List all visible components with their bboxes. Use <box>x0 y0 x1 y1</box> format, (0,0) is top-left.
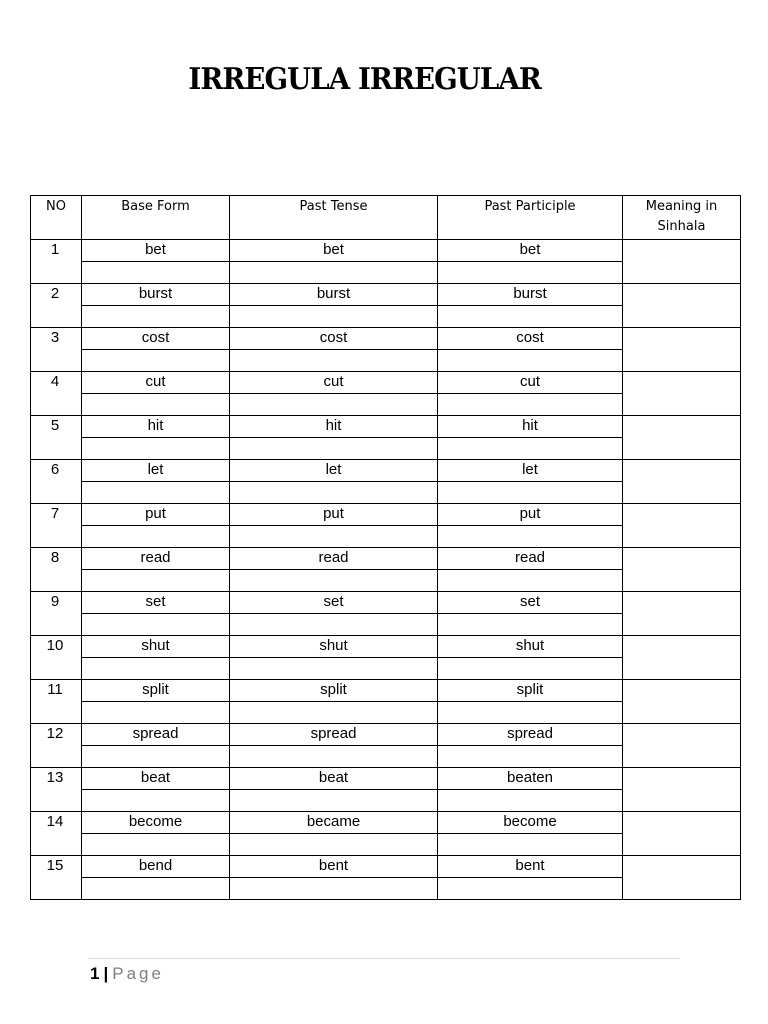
header-past-participle: Past Participle <box>438 196 623 240</box>
cell-base-form: set <box>82 592 230 614</box>
cell-past-tense: let <box>230 460 438 482</box>
cell-past-tense-blank <box>230 350 438 372</box>
cell-past-participle-blank <box>438 878 623 900</box>
header-past-tense: Past Tense <box>230 196 438 240</box>
cell-past-participle-blank <box>438 790 623 812</box>
cell-past-tense-blank <box>230 658 438 680</box>
cell-past-tense: cost <box>230 328 438 350</box>
cell-base-form-blank <box>82 570 230 592</box>
cell-base-form: split <box>82 680 230 702</box>
cell-base-form: cut <box>82 372 230 394</box>
cell-past-participle: bet <box>438 240 623 262</box>
cell-past-tense-blank <box>230 482 438 504</box>
cell-past-tense-blank <box>230 570 438 592</box>
cell-no: 14 <box>31 812 82 856</box>
cell-no: 7 <box>31 504 82 548</box>
cell-base-form: spread <box>82 724 230 746</box>
cell-past-participle: shut <box>438 636 623 658</box>
cell-past-tense: burst <box>230 284 438 306</box>
cell-base-form-blank <box>82 790 230 812</box>
cell-past-participle: burst <box>438 284 623 306</box>
page-title-text: IRREGULA IRREGULAR <box>188 62 542 97</box>
cell-meaning <box>623 240 741 284</box>
cell-base-form: read <box>82 548 230 570</box>
cell-base-form: put <box>82 504 230 526</box>
page-title <box>0 62 740 97</box>
cell-meaning <box>623 768 741 812</box>
cell-past-participle: bent <box>438 856 623 878</box>
table-row <box>31 636 741 658</box>
footer-separator: | <box>103 964 109 983</box>
table-row <box>31 592 741 614</box>
header-meaning-line2: Sinhala <box>657 219 706 234</box>
cell-meaning <box>623 504 741 548</box>
cell-base-form-blank <box>82 438 230 460</box>
cell-no: 15 <box>31 856 82 900</box>
cell-past-participle: become <box>438 812 623 834</box>
cell-past-participle-blank <box>438 262 623 284</box>
cell-base-form: let <box>82 460 230 482</box>
table-row <box>31 768 741 790</box>
cell-past-tense: read <box>230 548 438 570</box>
cell-past-tense: split <box>230 680 438 702</box>
cell-past-tense: put <box>230 504 438 526</box>
cell-past-participle-blank <box>438 746 623 768</box>
cell-base-form: burst <box>82 284 230 306</box>
cell-past-tense-blank <box>230 746 438 768</box>
header-meaning-in-sinhala <box>623 196 741 240</box>
table-row <box>31 416 741 438</box>
cell-past-tense: bet <box>230 240 438 262</box>
cell-past-participle: cost <box>438 328 623 350</box>
cell-base-form: bend <box>82 856 230 878</box>
table-row <box>31 460 741 482</box>
cell-past-participle-blank <box>438 350 623 372</box>
header-base-form: Base Form <box>82 196 230 240</box>
cell-base-form-blank <box>82 482 230 504</box>
table-row <box>31 724 741 746</box>
table-row <box>31 372 741 394</box>
cell-meaning <box>623 372 741 416</box>
cell-past-participle: beaten <box>438 768 623 790</box>
cell-past-tense: spread <box>230 724 438 746</box>
cell-base-form-blank <box>82 350 230 372</box>
cell-no: 1 <box>31 240 82 284</box>
header-no: NO <box>31 196 82 240</box>
cell-base-form: beat <box>82 768 230 790</box>
cell-base-form-blank <box>82 526 230 548</box>
cell-past-participle: cut <box>438 372 623 394</box>
cell-past-tense-blank <box>230 394 438 416</box>
cell-past-tense: hit <box>230 416 438 438</box>
cell-past-participle-blank <box>438 834 623 856</box>
cell-meaning <box>623 856 741 900</box>
cell-past-tense: bent <box>230 856 438 878</box>
cell-past-tense-blank <box>230 834 438 856</box>
cell-base-form-blank <box>82 262 230 284</box>
cell-past-participle-blank <box>438 570 623 592</box>
page-footer <box>90 962 164 986</box>
cell-past-tense-blank <box>230 702 438 724</box>
cell-past-tense-blank <box>230 790 438 812</box>
cell-base-form-blank <box>82 834 230 856</box>
cell-past-tense: became <box>230 812 438 834</box>
cell-past-participle-blank <box>438 526 623 548</box>
cell-no: 9 <box>31 592 82 636</box>
cell-no: 4 <box>31 372 82 416</box>
cell-base-form-blank <box>82 702 230 724</box>
cell-past-participle-blank <box>438 658 623 680</box>
cell-no: 2 <box>31 284 82 328</box>
table-row <box>31 284 741 306</box>
cell-base-form-blank <box>82 878 230 900</box>
cell-past-tense-blank <box>230 614 438 636</box>
cell-past-participle: let <box>438 460 623 482</box>
cell-past-tense-blank <box>230 878 438 900</box>
cell-no: 8 <box>31 548 82 592</box>
cell-past-participle: read <box>438 548 623 570</box>
table-header-row <box>31 196 741 240</box>
cell-past-tense: beat <box>230 768 438 790</box>
cell-no: 3 <box>31 328 82 372</box>
header-meaning-line1: Meaning in <box>645 199 718 214</box>
cell-base-form: shut <box>82 636 230 658</box>
cell-past-participle: put <box>438 504 623 526</box>
cell-base-form-blank <box>82 746 230 768</box>
cell-past-tense-blank <box>230 262 438 284</box>
cell-meaning <box>623 724 741 768</box>
cell-meaning <box>623 460 741 504</box>
cell-past-participle-blank <box>438 394 623 416</box>
table-row <box>31 812 741 834</box>
cell-past-tense-blank <box>230 438 438 460</box>
cell-meaning <box>623 548 741 592</box>
cell-no: 6 <box>31 460 82 504</box>
cell-meaning <box>623 812 741 856</box>
cell-past-tense: shut <box>230 636 438 658</box>
table-row <box>31 548 741 570</box>
cell-base-form: bet <box>82 240 230 262</box>
cell-past-tense: set <box>230 592 438 614</box>
cell-past-participle-blank <box>438 306 623 328</box>
cell-past-participle: spread <box>438 724 623 746</box>
cell-meaning <box>623 680 741 724</box>
cell-base-form-blank <box>82 394 230 416</box>
table-row <box>31 328 741 350</box>
cell-meaning <box>623 416 741 460</box>
cell-past-participle: hit <box>438 416 623 438</box>
cell-past-participle: split <box>438 680 623 702</box>
cell-past-participle-blank <box>438 702 623 724</box>
cell-no: 5 <box>31 416 82 460</box>
cell-base-form: become <box>82 812 230 834</box>
table-row <box>31 504 741 526</box>
cell-past-participle-blank <box>438 438 623 460</box>
cell-base-form-blank <box>82 306 230 328</box>
cell-meaning <box>623 636 741 680</box>
table-row <box>31 680 741 702</box>
page-number: 1 <box>90 964 100 983</box>
cell-base-form-blank <box>82 658 230 680</box>
page-label: Page <box>112 964 164 983</box>
cell-no: 12 <box>31 724 82 768</box>
cell-no: 10 <box>31 636 82 680</box>
cell-past-participle-blank <box>438 482 623 504</box>
cell-past-participle: set <box>438 592 623 614</box>
table-row <box>31 856 741 878</box>
cell-no: 13 <box>31 768 82 812</box>
cell-base-form: cost <box>82 328 230 350</box>
cell-base-form-blank <box>82 614 230 636</box>
cell-meaning <box>623 284 741 328</box>
cell-meaning <box>623 592 741 636</box>
cell-past-tense-blank <box>230 526 438 548</box>
cell-past-tense-blank <box>230 306 438 328</box>
table-row <box>31 240 741 262</box>
irregular-verbs-table <box>30 195 741 900</box>
cell-past-tense: cut <box>230 372 438 394</box>
cell-meaning <box>623 328 741 372</box>
cell-past-participle-blank <box>438 614 623 636</box>
footer-divider <box>88 958 680 959</box>
cell-no: 11 <box>31 680 82 724</box>
cell-base-form: hit <box>82 416 230 438</box>
table-body <box>31 240 741 900</box>
